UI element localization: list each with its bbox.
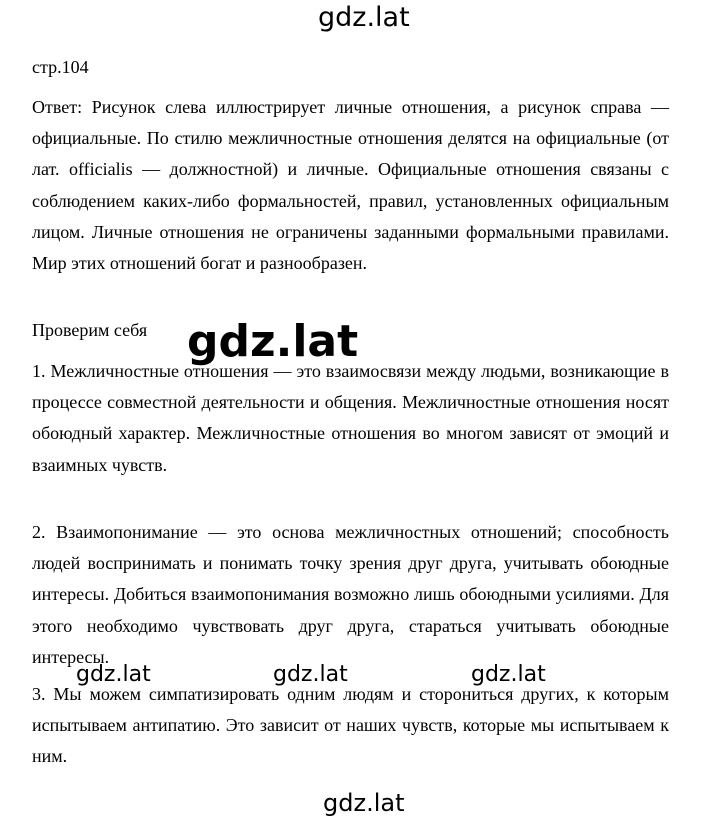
answer-item-3: 3. Мы можем симпатизировать одним людям и сторониться других, к которым испытываем антипатию. Это зависит от наших чувств, которые мы испытываем к ним.: [32, 684, 669, 767]
watermark-center-large: gdz.lat: [187, 316, 359, 367]
answer-item-1: 1. Межличностные отношения — это взаимосвязи между людьми, возникающие в процессе совместной деятельности и общения. Межличностные отношения носят обоюдный характер. Межличностные отношения во многом зависят от эмоций и взаимных чувств.: [32, 361, 669, 475]
watermark-right: gdz.lat: [471, 662, 546, 687]
watermark-bottom: gdz.lat: [323, 789, 405, 817]
watermark-top: gdz.lat: [318, 2, 410, 33]
page-reference: стр.104: [32, 57, 89, 77]
watermark-middle: gdz.lat: [273, 662, 348, 687]
section-heading: Проверим себя: [32, 320, 148, 340]
answer-paragraph: Ответ: Рисунок слева иллюстрирует личные отношения, а рисунок справа — официальные. По стилю межличностные отношения делятся на официальные (от лат. officialis — должностной) и личные. Официальные отношения связаны с соблюдением каких-либо формальностей, правил, установленных официальным лицом. Личные отношения не ограничены заданными формальными правилами. Мир этих отношений богат и разнообразен.: [32, 97, 669, 274]
watermark-left: gdz.lat: [76, 662, 151, 687]
answer-item-2: 2. Взаимопонимание — это основа межличностных отношений; способность людей воспринимать и понимать точку зрения друг друга, учитывать обоюдные интересы. Добиться взаимопонимания возможно лишь обоюдными усилиями. Для этого необходимо чувствовать друг друга, стараться учитывать обоюдные интересы.: [32, 522, 669, 667]
